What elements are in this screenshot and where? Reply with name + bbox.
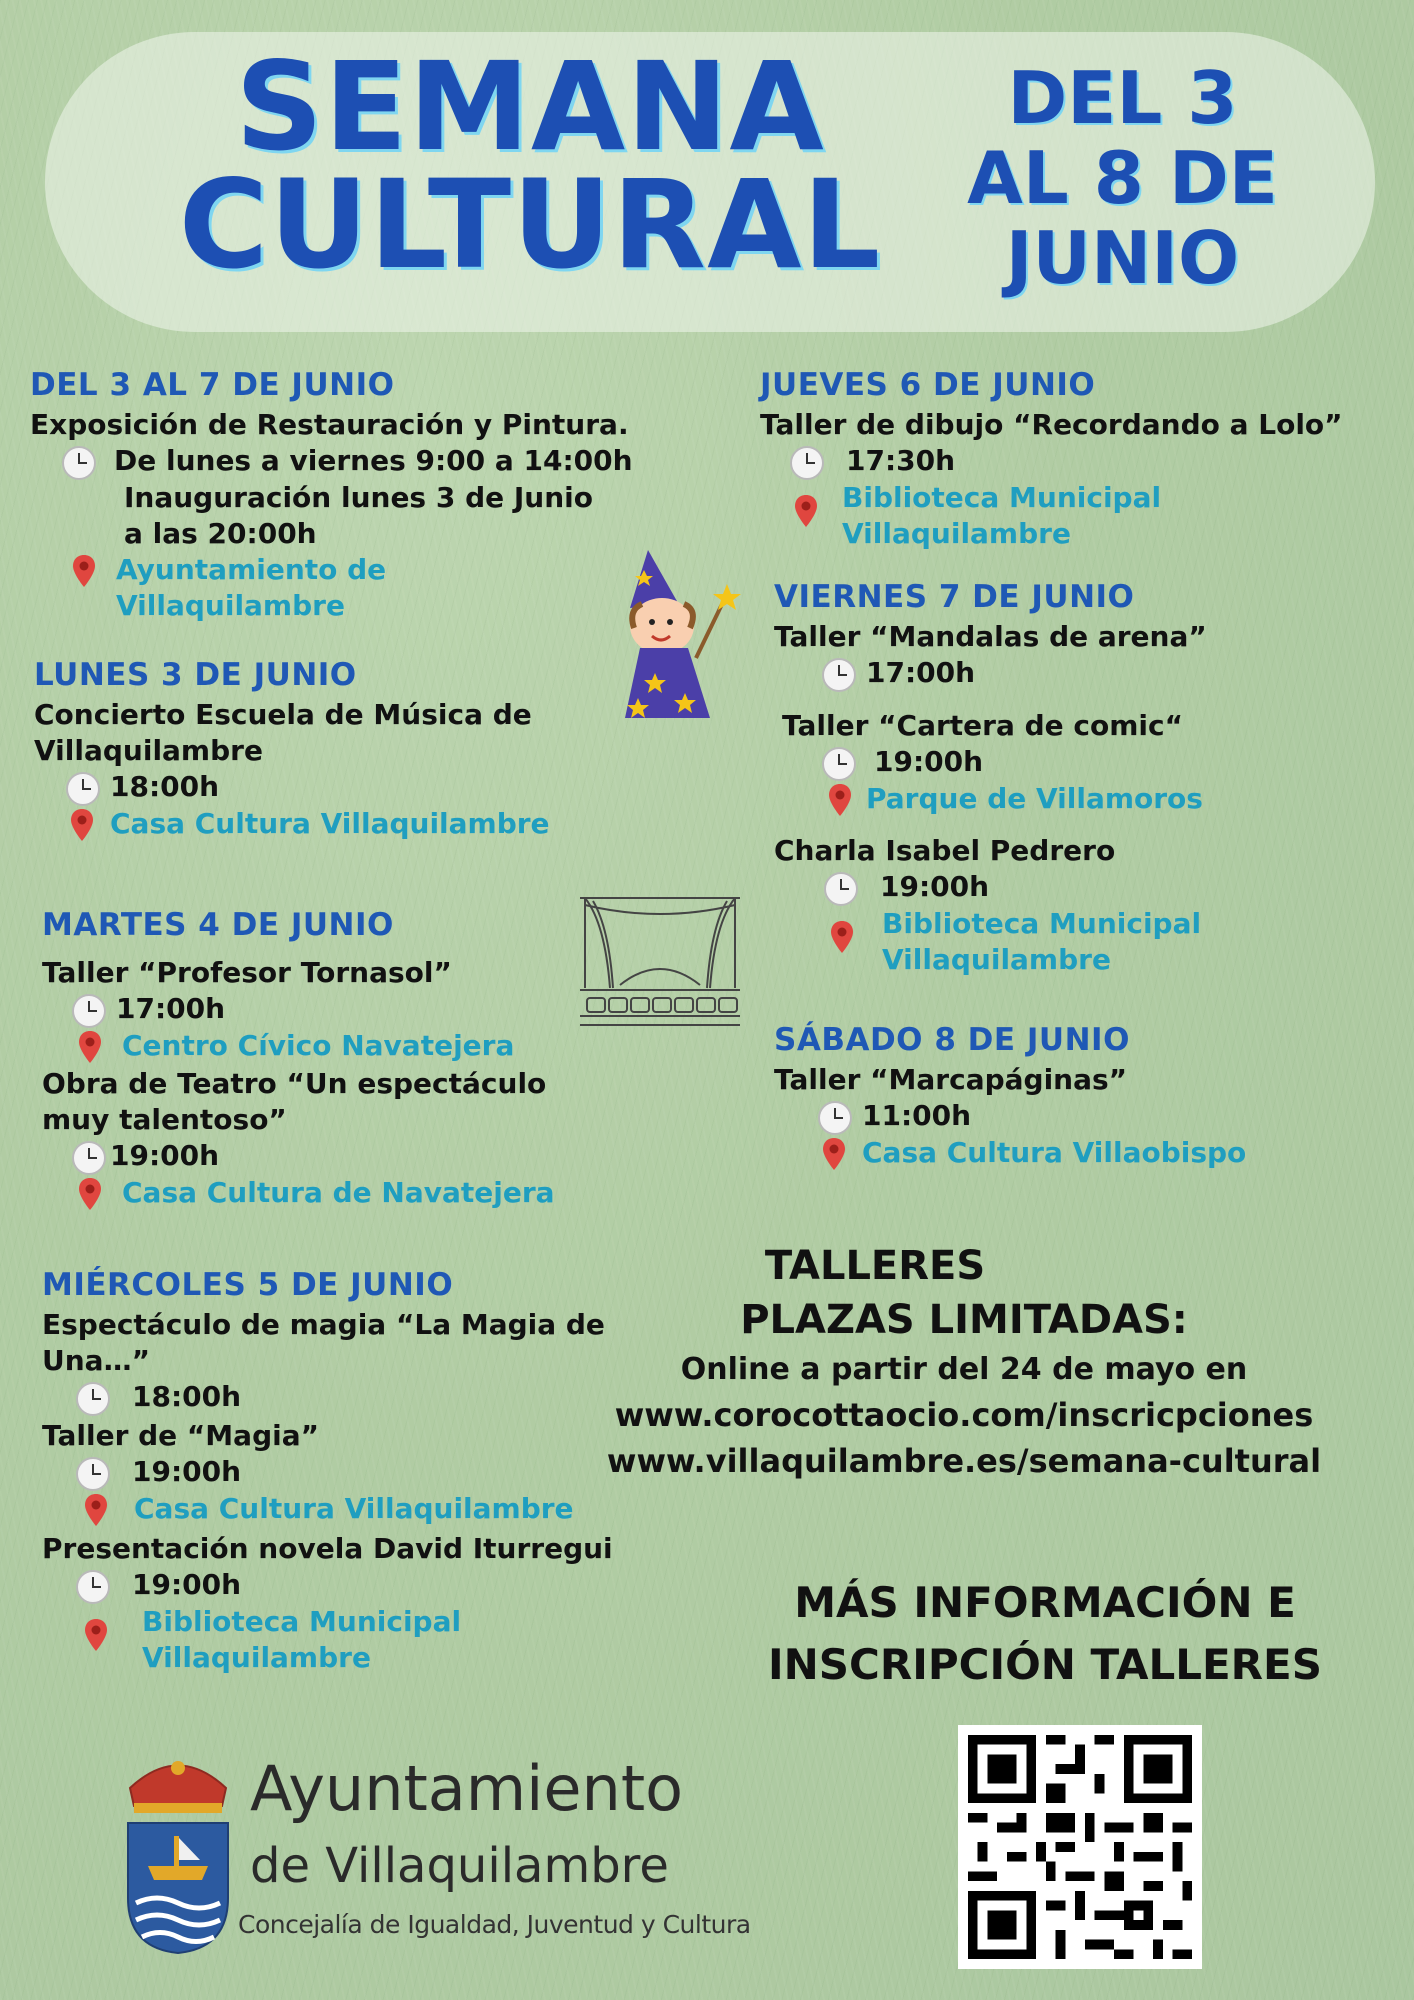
map-pin-icon xyxy=(84,1493,108,1527)
event-block-viernes xyxy=(774,577,1394,978)
workshops-link-2[interactable]: www.villaquilambre.es/semana-cultural xyxy=(606,1442,1322,1480)
event-title: Taller “Cartera de comic“ xyxy=(782,709,1183,742)
clock-icon xyxy=(76,1457,110,1491)
event-place-row xyxy=(822,1135,1394,1171)
section-heading: JUEVES 6 DE JUNIO xyxy=(760,367,1096,403)
clock-icon xyxy=(822,747,856,781)
event-place: Villaquilambre xyxy=(142,1641,371,1674)
map-pin-icon xyxy=(794,494,818,528)
clock-icon xyxy=(76,1382,110,1416)
event-place-row xyxy=(84,1604,722,1676)
event-time-row xyxy=(72,991,662,1028)
event-time-row xyxy=(822,655,1394,692)
qr-code[interactable] xyxy=(958,1725,1202,1969)
section-heading: SÁBADO 8 DE JUNIO xyxy=(774,1022,1130,1058)
event-place-row xyxy=(830,906,1394,978)
map-pin-icon xyxy=(78,1177,102,1211)
logo-subtitle: de Villaquilambre xyxy=(250,1838,669,1894)
clock-icon xyxy=(824,872,858,906)
workshops-heading: TALLERES xyxy=(764,1243,986,1289)
event-time: 19:00h xyxy=(874,745,984,778)
event-title: Taller “Marcapáginas” xyxy=(774,1063,1128,1096)
date-line-3: JUNIO xyxy=(1005,216,1240,300)
event-block-martes xyxy=(42,905,662,1211)
event-place-row xyxy=(78,1028,662,1064)
event-place: Parque de Villamoros xyxy=(866,782,1203,815)
event-time: 19:00h xyxy=(110,1139,220,1172)
event-title: Obra de Teatro “Un espectáculo xyxy=(42,1067,547,1100)
event-title: Charla Isabel Pedrero xyxy=(774,834,1116,867)
clock-icon xyxy=(72,994,106,1028)
section-heading: MARTES 4 DE JUNIO xyxy=(42,907,394,943)
more-info-line-1: MÁS INFORMACIÓN E xyxy=(794,1578,1296,1627)
title-line-2: CULTURAL xyxy=(178,154,882,296)
event-place: Biblioteca Municipal xyxy=(142,1605,462,1638)
event-title: Exposición de Restauración y Pintura. xyxy=(30,408,629,441)
title-line-1: SEMANA xyxy=(235,36,825,178)
event-title: Villaquilambre xyxy=(34,734,263,767)
event-place-row xyxy=(84,1491,722,1527)
event-time-row xyxy=(824,869,1394,906)
event-time-row xyxy=(790,443,1410,480)
map-pin-icon xyxy=(84,1618,108,1652)
logo-title: Ayuntamiento xyxy=(250,1752,684,1825)
map-pin-icon xyxy=(70,808,94,842)
event-title: Presentación novela David Iturregui xyxy=(42,1532,613,1565)
event-note: Inauguración lunes 3 de Junio xyxy=(124,481,593,514)
event-place: Casa Cultura de Navatejera xyxy=(122,1176,555,1209)
event-time-row xyxy=(66,769,674,806)
event-place: Casa Cultura Villaquilambre xyxy=(110,807,550,840)
workshops-link-1[interactable]: www.corocottaocio.com/inscricpciones xyxy=(614,1396,1314,1434)
event-place: Ayuntamiento de xyxy=(116,553,387,586)
event-place-row xyxy=(70,806,674,842)
more-info xyxy=(720,1572,1370,1696)
coat-of-arms xyxy=(118,1748,238,1958)
section-heading: VIERNES 7 DE JUNIO xyxy=(774,579,1135,615)
date-range xyxy=(955,58,1290,298)
event-place: Villaquilambre xyxy=(842,517,1071,550)
event-time: 19:00h xyxy=(132,1568,242,1601)
workshops-info xyxy=(560,1240,1380,1484)
event-title: Espectáculo de magia “La Magia de xyxy=(42,1308,605,1341)
event-place-row xyxy=(794,480,1410,552)
map-pin-icon xyxy=(828,783,852,817)
map-pin-icon xyxy=(822,1137,846,1171)
event-title: Taller “Mandalas de arena” xyxy=(774,620,1207,653)
event-block-sabado xyxy=(774,1020,1394,1171)
event-time: 19:00h xyxy=(880,870,990,903)
event-time-row xyxy=(62,443,710,480)
section-heading: DEL 3 AL 7 DE JUNIO xyxy=(30,367,395,403)
event-title: Taller de “Magia” xyxy=(42,1419,320,1452)
event-place: Villaquilambre xyxy=(116,589,345,622)
event-place-row xyxy=(78,1175,662,1211)
event-time: 17:30h xyxy=(846,444,956,477)
event-block-lunes xyxy=(34,655,674,842)
map-pin-icon xyxy=(72,554,96,588)
clock-icon xyxy=(62,446,96,480)
event-time: 19:00h xyxy=(132,1455,242,1488)
event-time: 18:00h xyxy=(110,770,220,803)
event-place: Biblioteca Municipal xyxy=(842,481,1162,514)
section-heading: MIÉRCOLES 5 DE JUNIO xyxy=(42,1267,454,1303)
event-time: 17:00h xyxy=(866,656,976,689)
event-title: Taller de dibujo “Recordando a Lolo” xyxy=(760,408,1343,441)
event-time-row xyxy=(818,1098,1394,1135)
more-info-line-2: INSCRIPCIÓN TALLERES xyxy=(768,1640,1322,1689)
event-time: De lunes a viernes 9:00 a 14:00h xyxy=(114,444,633,477)
event-title: Taller “Profesor Tornasol” xyxy=(42,956,452,989)
clock-icon xyxy=(72,1141,106,1175)
event-time-row xyxy=(822,744,1394,781)
event-block-jueves xyxy=(760,365,1410,552)
event-title: muy talentoso” xyxy=(42,1103,287,1136)
clock-icon xyxy=(66,772,100,806)
clock-icon xyxy=(76,1570,110,1604)
date-line-2: AL 8 DE xyxy=(967,136,1278,220)
event-place: Biblioteca Municipal xyxy=(882,907,1202,940)
event-title: Concierto Escuela de Música de xyxy=(34,698,532,731)
map-pin-icon xyxy=(78,1030,102,1064)
event-place: Casa Cultura Villaobispo xyxy=(862,1136,1247,1169)
clock-icon xyxy=(822,658,856,692)
clock-icon xyxy=(818,1101,852,1135)
event-time-row xyxy=(72,1138,662,1175)
clock-icon xyxy=(790,446,824,480)
event-place-row xyxy=(828,781,1394,817)
qr-code-graphic xyxy=(958,1725,1202,1969)
event-time: 18:00h xyxy=(132,1380,242,1413)
event-time: 17:00h xyxy=(116,992,226,1025)
event-note: a las 20:00h xyxy=(124,517,317,550)
event-place: Villaquilambre xyxy=(882,943,1111,976)
event-place: Casa Cultura Villaquilambre xyxy=(134,1492,574,1525)
workshops-online: Online a partir del 24 de mayo en xyxy=(680,1352,1248,1387)
section-heading: LUNES 3 DE JUNIO xyxy=(34,657,357,693)
event-place: Centro Cívico Navatejera xyxy=(122,1029,515,1062)
map-pin-icon xyxy=(830,920,854,954)
page-title xyxy=(140,36,920,296)
workshops-limited: PLAZAS LIMITADAS: xyxy=(740,1297,1188,1343)
event-title: Una…” xyxy=(42,1344,150,1377)
date-line-1: DEL 3 xyxy=(1007,56,1238,140)
logo-department: Concejalía de Igualdad, Juventud y Cultura xyxy=(238,1910,751,1939)
event-time-row xyxy=(76,1567,722,1604)
event-time: 11:00h xyxy=(862,1099,972,1132)
